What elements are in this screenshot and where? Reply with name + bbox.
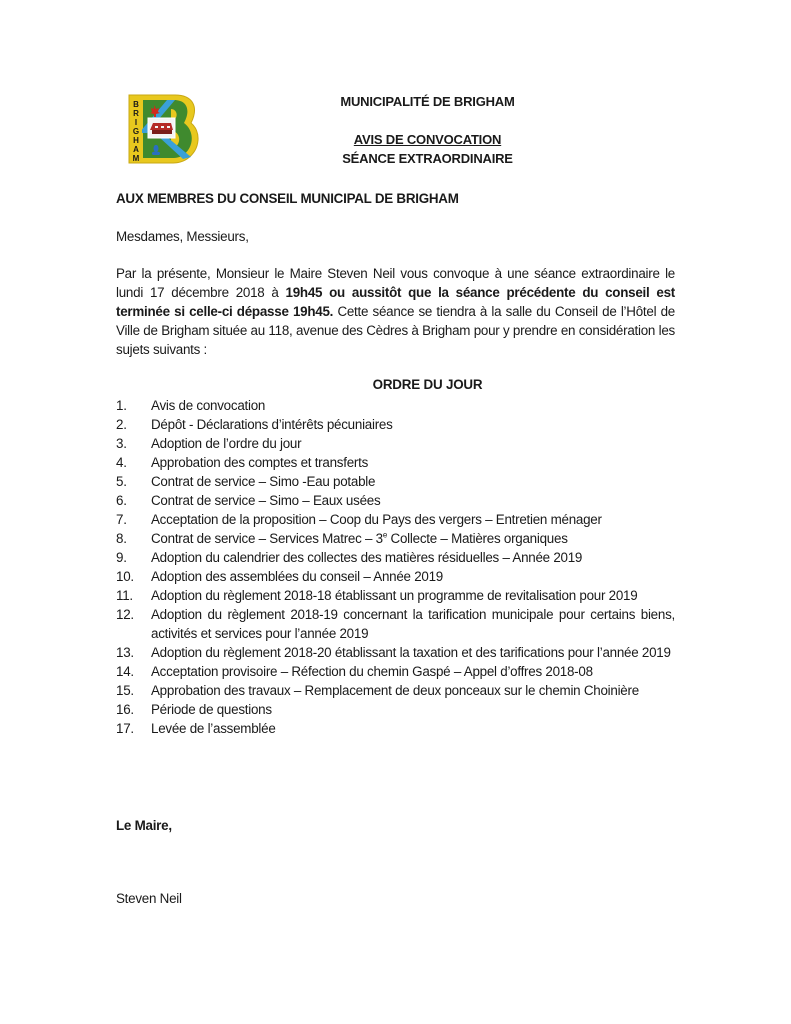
agenda-item [116,472,675,491]
agenda-item [116,510,675,529]
agenda-item-text-after: Collecte – Matières organiques [387,531,568,546]
agenda-item-number: 15. [116,683,134,698]
agenda-item-text: Levée de l’assemblée [151,721,276,736]
agenda-title: ORDRE DU JOUR [372,377,483,392]
agenda-item-text: Approbation des comptes et transferts [151,455,369,470]
svg-text:H: H [133,136,139,145]
agenda-item-number: 8. [116,531,127,546]
svg-text:A: A [133,145,139,154]
agenda-item-number: 4. [116,455,127,470]
agenda-item [116,453,675,472]
agenda-item-text: Acceptation provisoire – Réfection du chemin Gaspé – Appel d’offres 2018-08 [151,664,593,679]
salutation: Mesdames, Messieurs, [116,229,249,244]
paragraph-text-intro: Par la présente, Monsieur le Maire Steven Neil vous convoque à une séance extraordinaire le lundi 17 décembre 2018 à [116,266,675,300]
agenda-item-text: Avis de convocation [151,398,266,413]
agenda-item-number: 2. [116,417,127,432]
paragraph-text-location: Cette séance se tiendra à la salle du Conseil de l’Hôtel de Ville de Brigham située au 118, avenue des Cèdres à Brigham pour y prendre en considération les sujets suivants : [116,304,675,357]
agenda-item [116,605,675,643]
agenda-item-number: 13. [116,645,134,660]
svg-text:M: M [132,154,140,163]
agenda-item-text: Contrat de service – Simo -Eau potable [151,474,376,489]
agenda-item-number: 12. [116,607,134,622]
agenda-item [116,415,675,434]
agenda-item-text: Contrat de service – Simo – Eaux usées [151,493,381,508]
agenda-item [116,567,675,586]
agenda-item-number: 11. [116,588,133,603]
agenda-item-number: 10. [116,569,134,584]
agenda-item-number: 16. [116,702,134,717]
agenda-item-number: 17. [116,721,134,736]
notice-title: AVIS DE CONVOCATION [353,132,502,147]
convocation-paragraph [116,264,675,359]
signature-name: Steven Neil [116,891,182,906]
agenda-item-text: Acceptation de la proposition – Coop du Pays des vergers – Entretien ménager [151,512,602,527]
agenda-item-number: 7. [116,512,127,527]
agenda-item [116,719,675,738]
agenda-item-text: Adoption du règlement 2018-19 concernant la tarification municipale pour certains biens, activités et services pour l’année 2019 [151,607,675,641]
session-type-title: SÉANCE EXTRAORDINAIRE [342,151,513,166]
svg-text:I: I [134,118,138,127]
agenda-item [116,548,675,567]
agenda-item-number: 1. [116,398,127,413]
svg-text:R: R [133,109,139,118]
agenda-item-number: 6. [116,493,127,508]
agenda-item-number: 5. [116,474,127,489]
signature-title: Le Maire, [116,818,172,833]
agenda-item-text: Adoption du règlement 2018-18 établissant un programme de revitalisation pour 2019 [151,588,638,603]
agenda-item [116,491,675,510]
agenda-item [116,586,675,605]
svg-text:B: B [133,100,139,109]
agenda-item-text: Adoption du calendrier des collectes des matières résiduelles – Année 2019 [151,550,583,565]
agenda-item-number: 9. [116,550,127,565]
agenda-item [116,434,675,453]
addressee-line: AUX MEMBRES DU CONSEIL MUNICIPAL DE BRIGHAM [116,191,459,206]
agenda-item-text: Période de questions [151,702,272,717]
agenda-item [116,396,675,415]
municipality-title: MUNICIPALITÉ DE BRIGHAM [340,94,515,109]
agenda-item-text: Adoption des assemblées du conseil – Année 2019 [151,569,443,584]
agenda-list [116,396,675,738]
agenda-item-number: 14. [116,664,134,679]
agenda-item-text: Dépôt - Déclarations d’intérêts pécuniaires [151,417,393,432]
svg-text:G: G [132,127,140,136]
agenda-item [116,529,675,548]
paragraph-text-time-bold: 19h45 ou aussitôt que la séance précédente du conseil est terminée si celle-ci dépasse 19h45. [116,285,675,319]
brigham-logo-icon [127,93,203,165]
agenda-item [116,700,675,719]
agenda-item-text: Approbation des travaux – Remplacement de deux ponceaux sur le chemin Choinière [151,683,639,698]
agenda-item-superscript: e [382,530,388,540]
agenda-item [116,681,675,700]
agenda-item [116,662,675,681]
agenda-item-text-before: Contrat de service – Services Matrec – 3 [151,531,383,546]
agenda-item-number: 3. [116,436,127,451]
agenda-item [116,643,675,662]
agenda-item-text: Adoption du règlement 2018-20 établissant la taxation et des tarifications pour l’année 2019 [151,645,671,660]
agenda-item-text: Adoption de l’ordre du jour [151,436,302,451]
